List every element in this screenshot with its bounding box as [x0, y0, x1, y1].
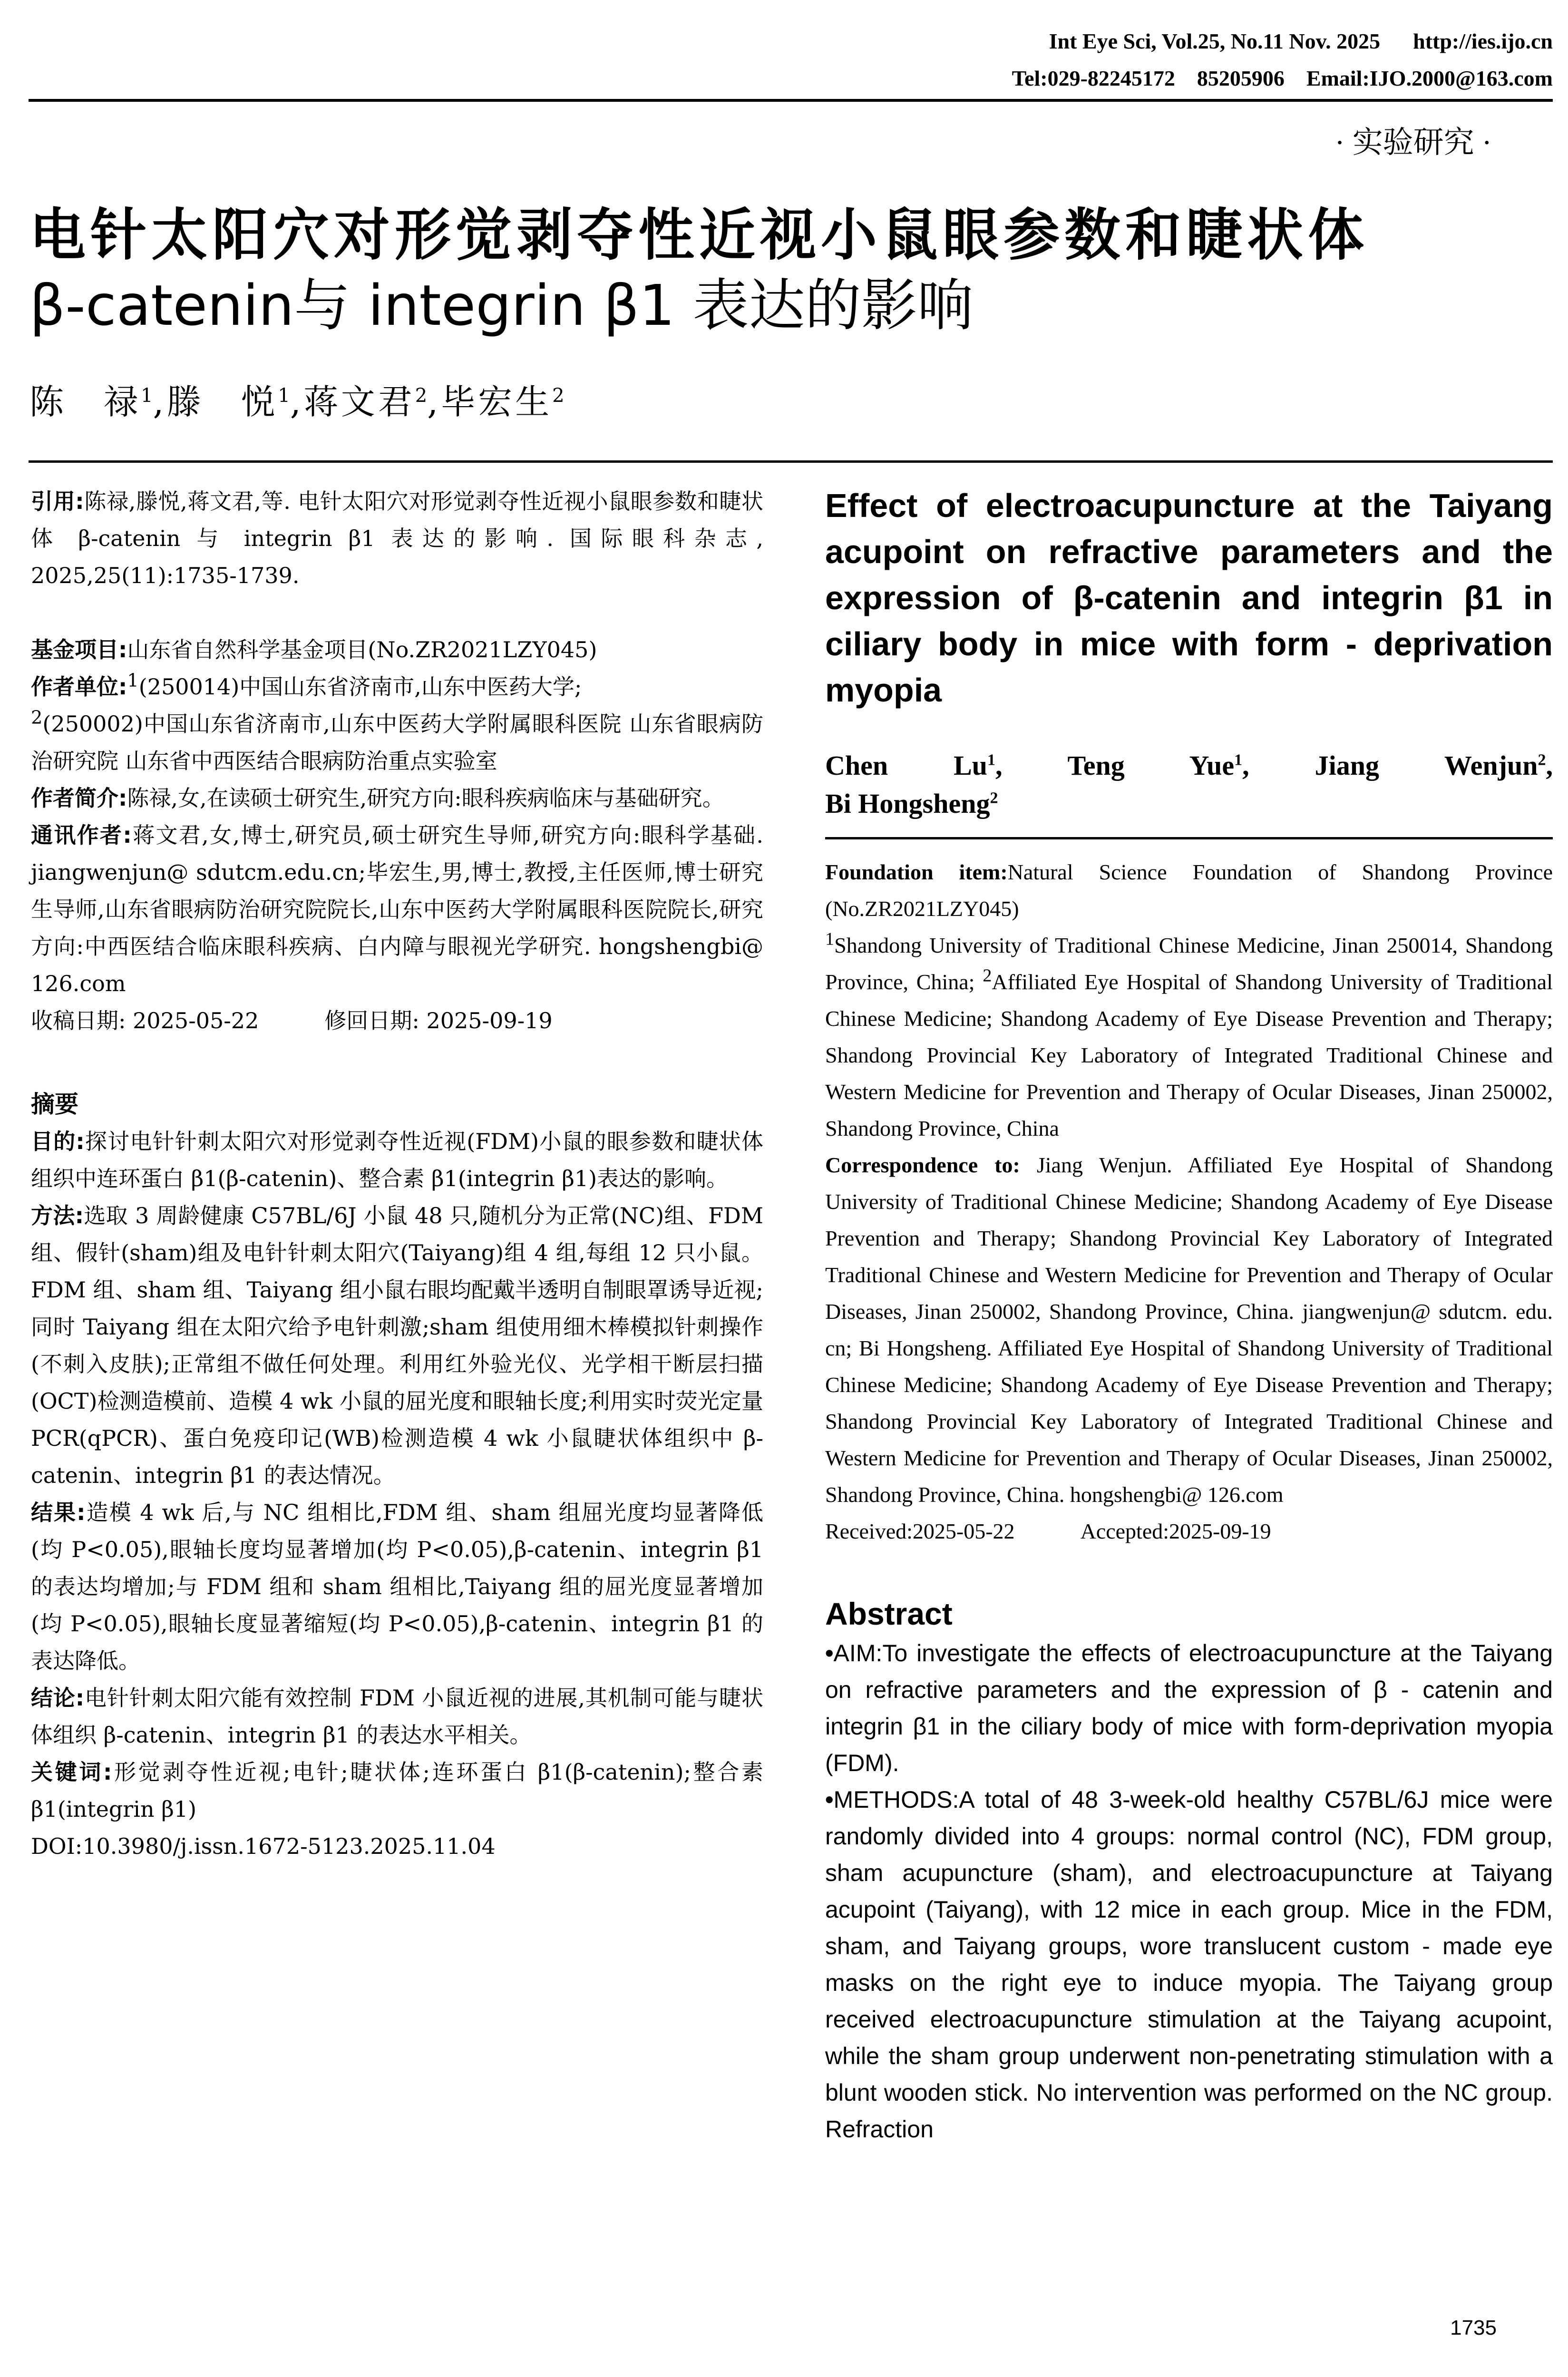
cn-column: [31, 483, 763, 1865]
cn-correspondence: 通讯作者:蒋文君,女,博士,研究员,硕士研究生导师,研究方向:眼科学基础. jiangwenjun@ sdutcm.edu.cn;毕宏生,男,博士,教授,主任医师,博士研究生导师,山东省眼病防治研究院院长,山东中医药大学附属眼科医院院长,研究方向:中西医结合临床眼科疾病、白内障与眼视光学研究. hongshengbi@ 126.com: [31, 822, 763, 996]
en-foundation: Foundation item:Natural Science Foundation of Shandong Province (No.ZR2021LZY045): [825, 860, 1553, 921]
title-rule: [29, 460, 1553, 463]
journal-contact-line: Tel:029-82245172 85205906 Email:IJO.2000@163.com: [1012, 66, 1553, 90]
en-abstract-aim: •AIM:To investigate the effects of electroacupuncture at the Taiyang on refractive parameters and the expression of β - catenin and integrin β1 in the ciliary body of mice with form-deprivation myopia (FDM).: [825, 1640, 1553, 1776]
cn-keywords: 关键词:形觉剥夺性近视;电针;睫状体;连环蛋白 β1(β-catenin);整合素 β1(integrin β1): [31, 1759, 763, 1822]
cn-funding: 基金项目:山东省自然科学基金项目(No.ZR2021LZY045): [31, 637, 597, 662]
cn-author-bio: 作者简介:陈禄,女,在读硕士研究生,研究方向:眼科疾病临床与基础研究。: [31, 785, 724, 811]
cn-authors: 陈 禄$^1$,滕 悦$^1$,蒋文君$^2$,毕宏生$^2$: [29, 382, 565, 422]
en-abstract-methods: •METHODS:A total of 48 3-week-old healthy C57BL/6J mice were randomly divided into 4 groups: normal control (NC), FDM group, sham acupuncture (sham), and electroacupuncture at Taiyang acupoint (Taiyang), with 12 mice in each group. Mice in the FDM, sham, and Taiyang groups, wore translucent custom - made eye masks on the right eye to induce myopia. The Taiyang group received electroacupuncture stimulation at the Taiyang acupoint, while the sham group underwent non-penetrating stimulation with a blunt wooden stick. No intervention was performed on the NC group. Refraction: [825, 1786, 1553, 2143]
en-author: Teng Yue: [1067, 750, 1235, 781]
cn-abstract-conclusion: 结论:电针针刺太阳穴能有效控制 FDM 小鼠近视的进展,其机制可能与睫状体组织 β-catenin、integrin β1 的表达水平相关。: [31, 1685, 763, 1748]
en-abstract-heading: Abstract: [825, 1596, 953, 1631]
en-author: Jiang Wenjun: [1315, 750, 1538, 781]
cn-author: 滕 悦: [166, 382, 278, 422]
cn-citation: 引用:陈禄,滕悦,蒋文君,等. 电针太阳穴对形觉剥夺性近视小鼠眼参数和睫状体 β-catenin 与 integrin β1 表达的影响. 国际眼科杂志, 2025,25(11):1735-1739.: [31, 488, 763, 588]
cn-doi: DOI:10.3980/j.issn.1672-5123.2025.11.04: [31, 1833, 496, 1859]
cn-abstract-results: 结果:造模 4 wk 后,与 NC 组相比,FDM 组、sham 组屈光度均显著降低(均 P<0.05),眼轴长度均显著增加(均 P<0.05),β-catenin、integrin β1 的表达均增加;与 FDM 组和 sham 组相比,Taiyang 组的屈光度显著增加(均 P<0.05),眼轴长度显著缩短(均 P<0.05),β-catenin、integrin β1 的表达降低。: [31, 1500, 763, 1674]
en-dates: Received:2025-05-22 Accepted:2025-09-19: [825, 1519, 1271, 1543]
affiliation-mark: 1: [278, 385, 290, 407]
en-authors: Chen Lu$^1$, Teng Yue$^1$, Jiang Wenjun$^2$, Bi Hongsheng$^2$: [825, 750, 1553, 819]
cn-abstract-heading: 摘要: [31, 1091, 78, 1118]
en-author-rule: [825, 837, 1553, 839]
en-column: [825, 483, 1553, 2148]
en-author: Chen Lu: [825, 750, 988, 781]
en-correspondence: Correspondence to: Jiang Wenjun. Affiliated Eye Hospital of Shandong University of Traditional Chinese Medicine; Shandong Academy of Eye Disease Prevention and Therapy; Shandong Provincial Key Laboratory of Integrated Traditional Chinese and Western Medicine for Prevention and Therapy of Ocular Diseases, Jinan 250002, Shandong Province, China. jiangwenjun@ sdutcm. edu. cn; Bi Hongsheng. Affiliated Eye Hospital of Shandong University of Traditional Chinese Medicine; Shandong Academy of Eye Disease Prevention and Therapy; Shandong Provincial Key Laboratory of Integrated Traditional Chinese and Western Medicine for Prevention and Therapy of Ocular Diseases, Jinan 250002, Shandong Province, China. hongshengbi@ 126.com: [825, 1153, 1553, 1507]
header-rule: [29, 99, 1553, 102]
cn-author: 毕宏生: [441, 382, 553, 422]
cn-title-line-2: β-catenin与 integrin β1 表达的影响: [29, 273, 974, 338]
bullet-icon: •: [825, 1640, 834, 1666]
en-title: Effect of electroacupuncture at the Taiyang acupoint on refractive parameters and the expression of β-catenin and integrin β1 in ciliary body in mice with form - deprivation myopia: [825, 487, 1553, 709]
cn-title-line-1: 电针太阳穴对形觉剥夺性近视小鼠眼参数和睫状体: [29, 202, 1369, 268]
cn-affiliation: 作者单位:$^1$(250014)中国山东省济南市,山东中医药大学; $^2$(250002)中国山东省济南市,山东中医药大学附属眼科医院 山东省眼病防治研究院 山东省中西医结合眼病防治重点实验室: [31, 670, 763, 774]
section-tag: · 实验研究 ·: [1334, 126, 1492, 159]
en-author: Bi Hongsheng: [825, 788, 990, 819]
cn-title: [29, 200, 1556, 341]
cn-abstract-aim: 目的:探讨电针针刺太阳穴对形觉剥夺性近视(FDM)小鼠的眼参数和睫状体组织中连环蛋白 β1(β-catenin)、整合素 β1(integrin β1)表达的影响。: [31, 1129, 763, 1191]
cn-abstract-methods: 方法:选取 3 周龄健康 C57BL/6J 小鼠 48 只,随机分为正常(NC)组、FDM 组、假针(sham)组及电针针刺太阳穴(Taiyang)组 4 组,每组 12 只小鼠。FDM 组、sham 组、Taiyang 组小鼠右眼均配戴半透明自制眼罩诱导近视;同时 Taiyang 组在太阳穴给予电针刺激;sham 组使用细木棒模拟针刺操作(不刺入皮肤);正常组不做任何处理。利用红外验光仪、光学相干断层扫描(OCT)检测造模前、造模 4 wk 小鼠的屈光度和眼轴长度;利用实时荧光定量 PCR(qPCR)、蛋白免疫印记(WB)检测造模 4 wk 小鼠睫状体组织中 β-catenin、integrin β1 的表达情况。: [31, 1203, 763, 1488]
page-number: 1735: [1450, 2316, 1497, 2339]
journal-header-line: Int Eye Sci, Vol.25, No.11 Nov. 2025 http://ies.ijo.cn: [1049, 29, 1553, 53]
affiliation-mark: 2: [552, 385, 565, 407]
affiliation-mark: 2: [415, 385, 428, 407]
cn-author: 蒋文君: [303, 382, 415, 422]
en-affiliations: $^1$Shandong University of Traditional Chinese Medicine, Jinan 250014, Shandong Province, China; $^2$Affiliated Eye Hospital of Shandong University of Traditional Chinese Medicine; Shandong Academy of Eye Disease Prevention and Therapy; Shandong Provincial Key Laboratory of Integrated Traditional Chinese and Western Medicine for Prevention and Therapy of Ocular Diseases, Jinan 250002, Shandong Province, China: [825, 929, 1553, 1140]
affiliation-mark: 1: [141, 385, 153, 407]
cn-dates: 收稿日期: 2025-05-22 修回日期: 2025-09-19: [31, 1008, 553, 1033]
cn-author: 陈 禄: [29, 382, 141, 422]
bullet-icon: •: [825, 1786, 834, 1813]
